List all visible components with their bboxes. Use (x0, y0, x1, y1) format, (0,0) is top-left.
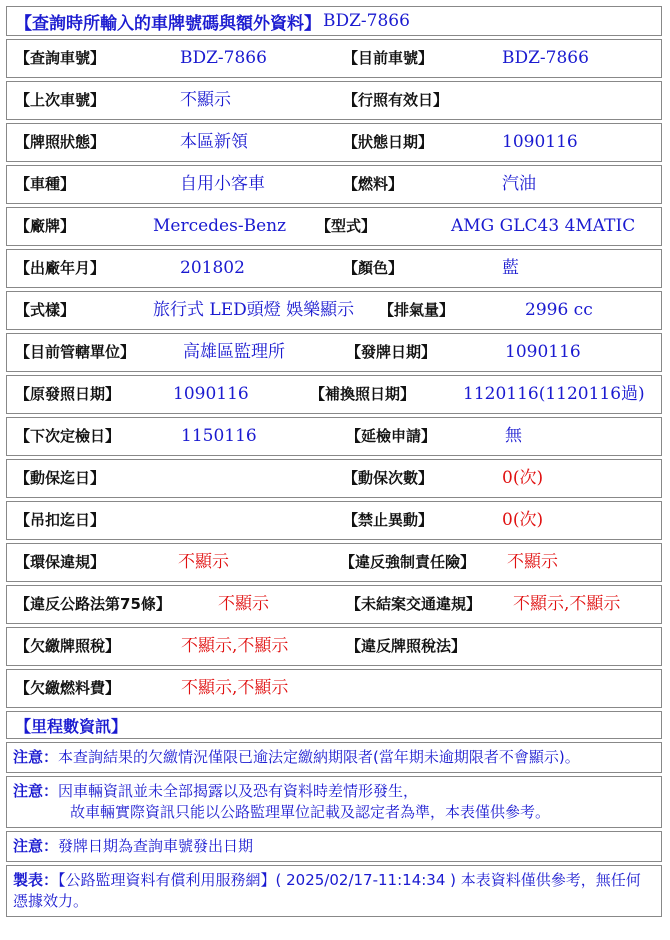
row-brand (6, 207, 662, 246)
value-style: 旅行式 LED頭燈 娛樂顯示 (153, 300, 355, 320)
value-plate-status: 本區新領 (180, 132, 248, 152)
label-license-tax-due: 【欠繳牌照稅】 (15, 637, 121, 655)
value-environmental-violation: 不顯示 (178, 552, 229, 572)
label-license-tax-violation: 【違反牌照稅法】 (346, 637, 467, 655)
label-issue-date: 【發牌日期】 (346, 343, 437, 361)
note-generated-by-text: 【公路監理資料有償利用服務網】( 2025/02/17-11:14:34 ) 本表資料僅供參考，無任何憑據效力。 (13, 871, 641, 910)
label-style: 【式樣】 (15, 301, 76, 319)
label-lien-end-date: 【動保迄日】 (15, 469, 106, 487)
value-transfer-ban: 0(次) (502, 510, 544, 530)
label-lien-count: 【動保次數】 (343, 469, 434, 487)
value-model: AMG GLC43 4MATIC (451, 216, 636, 236)
label-inspection-extension: 【延檢申請】 (346, 427, 437, 445)
vehicle-report (6, 6, 662, 920)
label-transfer-ban: 【禁止異動】 (343, 511, 434, 529)
label-suspension-end-date: 【吊扣迄日】 (15, 511, 106, 529)
label-license-valid-date: 【行照有效日】 (343, 91, 449, 109)
row-vehicle-type (6, 165, 662, 204)
label-query-plate: 【查詢車號】 (15, 49, 106, 67)
value-fuel: 汽油 (502, 174, 536, 194)
note-disclosure (6, 776, 662, 828)
row-lien-end-date (6, 459, 662, 498)
note-issue-date-label: 注意： (13, 837, 59, 855)
value-previous-plate: 不顯示 (180, 90, 231, 110)
row-plate-status (6, 123, 662, 162)
report-title-text: 【查詢時所輸入的車牌號碼與額外資料】 (15, 13, 321, 34)
row-original-license-date (6, 375, 662, 414)
label-model: 【型式】 (316, 217, 377, 235)
value-fuel-fee-due: 不顯示,不顯示 (181, 678, 289, 698)
row-previous-plate (6, 81, 662, 120)
info-rows (6, 39, 662, 708)
row-highway-act-violation (6, 585, 662, 624)
value-manufacture-date: 201802 (180, 258, 245, 278)
row-query-plate (6, 39, 662, 78)
note-issue-date (6, 831, 662, 862)
note-generated-by-label: 製表： (13, 871, 59, 889)
row-environmental-violation (6, 543, 662, 582)
value-lien-count: 0(次) (502, 468, 544, 488)
row-license-tax-due (6, 627, 662, 666)
label-brand: 【廠牌】 (15, 217, 76, 235)
value-insurance-violation: 不顯示 (507, 552, 558, 572)
note-overdue-label: 注意： (13, 748, 59, 766)
label-displacement: 【排氣量】 (379, 301, 455, 319)
value-brand: Mercedes-Benz (153, 216, 287, 236)
mileage-section-heading: 【里程數資訊】 (6, 711, 662, 739)
value-vehicle-type: 自用小客車 (180, 174, 265, 194)
label-next-inspection: 【下次定檢日】 (15, 427, 121, 445)
value-reissue-date: 1120116(1120116過) (463, 384, 645, 404)
value-current-plate: BDZ-7866 (502, 48, 589, 68)
row-jurisdiction (6, 333, 662, 372)
label-environmental-violation: 【環保違規】 (15, 553, 106, 571)
row-next-inspection (6, 417, 662, 456)
note-overdue-text: 本查詢結果的欠繳情況僅限已逾法定繳納期限者(當年期未逾期限者不會顯示)。 (58, 748, 580, 766)
label-reissue-date: 【補換照日期】 (310, 385, 416, 403)
value-issue-date: 1090116 (505, 342, 581, 362)
label-fuel-fee-due: 【欠繳燃料費】 (15, 679, 121, 697)
label-previous-plate: 【上次車號】 (15, 91, 106, 109)
label-color: 【顏色】 (343, 259, 404, 277)
note-generated-by (6, 865, 662, 917)
label-current-plate: 【目前車號】 (343, 49, 434, 67)
report-title (6, 6, 662, 36)
value-inspection-extension: 無 (505, 426, 522, 446)
label-manufacture-date: 【出廠年月】 (15, 259, 106, 277)
label-pending-traffic-violation: 【未結案交通違規】 (346, 595, 482, 613)
value-status-date: 1090116 (502, 132, 578, 152)
value-jurisdiction: 高雄區監理所 (183, 342, 285, 362)
value-next-inspection: 1150116 (181, 426, 257, 446)
label-fuel: 【燃料】 (343, 175, 404, 193)
row-style (6, 291, 662, 330)
value-color: 藍 (502, 258, 519, 278)
label-highway-act-violation: 【違反公路法第75條】 (15, 595, 171, 613)
label-jurisdiction: 【目前管轄單位】 (15, 343, 136, 361)
label-vehicle-type: 【車種】 (15, 175, 76, 193)
value-original-license-date: 1090116 (173, 384, 249, 404)
label-plate-status: 【牌照狀態】 (15, 133, 106, 151)
note-disclosure-line1: 因車輛資訊並未全部揭露以及恐有資料時差情形發生， (58, 782, 419, 800)
note-disclosure-label: 注意： (13, 782, 59, 800)
row-suspension-end-date (6, 501, 662, 540)
label-insurance-violation: 【違反強制責任險】 (340, 553, 476, 571)
value-displacement: 2996 cc (525, 300, 593, 320)
note-overdue (6, 742, 662, 773)
value-query-plate: BDZ-7866 (180, 48, 267, 68)
report-title-plate: BDZ-7866 (323, 11, 410, 31)
label-original-license-date: 【原發照日期】 (15, 385, 121, 403)
label-status-date: 【狀態日期】 (343, 133, 434, 151)
note-disclosure-line2: 故車輛實際資訊只能以公路監理單位記載及認定者為準，本表僅供參考。 (70, 803, 551, 821)
row-fuel-fee-due (6, 669, 662, 708)
value-pending-traffic-violation: 不顯示,不顯示 (513, 594, 621, 614)
row-manufacture-date (6, 249, 662, 288)
value-highway-act-violation: 不顯示 (218, 594, 269, 614)
note-issue-date-text: 發牌日期為查詢車號發出日期 (58, 837, 254, 855)
value-license-tax-due: 不顯示,不顯示 (181, 636, 289, 656)
